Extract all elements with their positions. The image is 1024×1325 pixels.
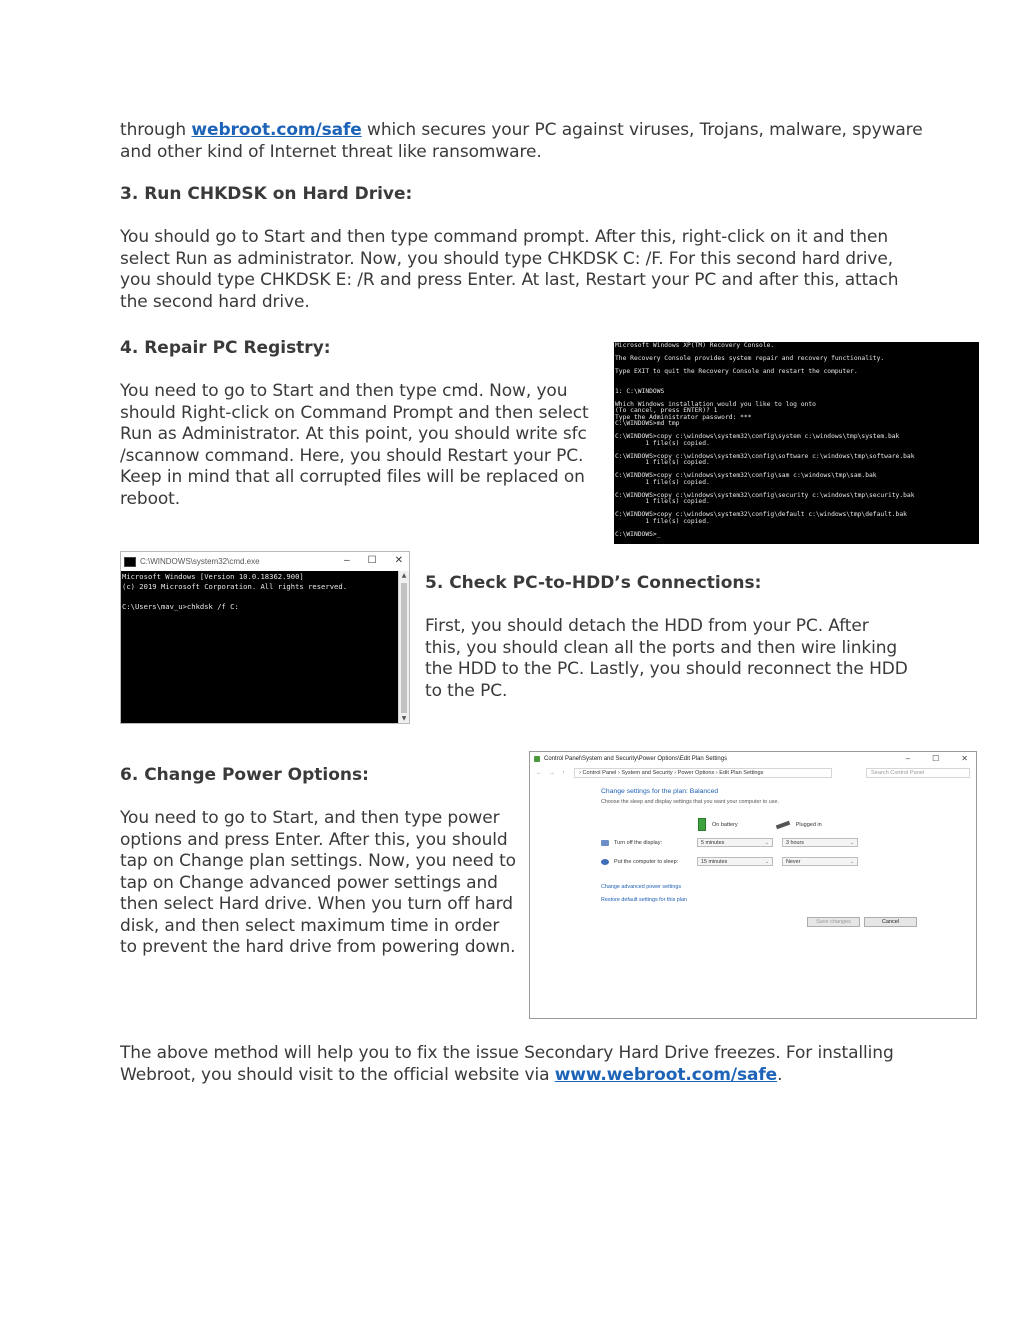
chevron-down-icon: ⌄ [849,858,854,865]
cmd-line: C:\Users\mav_u>chkdsk /f C: [122,602,239,611]
cp-title: Control Panel\System and Security\Power Options\Edit Plan Settings [544,756,728,762]
s6-line: disk, and then select maximum time in order [120,915,500,936]
closing-line-1: The above method will help you to fix the issue Secondary Hard Drive freezes. For installing [120,1043,894,1063]
console-line: Microsoft Windows XP(TM) Recovery Console. [615,342,775,349]
plan-subheading: Choose the sleep and display settings that you want your computer to use. [601,799,779,805]
s3-line: you should type CHKDSK E: /R and press Enter. At last, Restart your PC and after this, attach [120,270,899,290]
close-icon: ✕ [961,754,968,763]
s6-line: options and press Enter. After this, you should [120,829,508,850]
cmd-title: C:\WINDOWS\system32\cmd.exe [140,557,260,566]
section-6-heading: 6. Change Power Options: [120,765,369,785]
sleep-plugged-select: Never ⌄ [782,857,858,866]
s4-line: should Right-click on Command Prompt and then select [120,402,589,423]
s6-line: You need to go to Start, and then type power [120,808,500,828]
console-line: The Recovery Console provides system repair and recovery functionality. [615,355,885,362]
console-line: C:\WINDOWS>copy c:\windows\system32\config\system c:\windows\tmp\system.bak [615,433,900,440]
maximize-icon: ☐ [367,555,377,566]
advanced-settings-link: Change advanced power settings [601,884,682,890]
section-5-paragraph [425,616,908,702]
s6-line: tap on Change advanced power settings and [120,872,498,893]
control-panel-icon [534,756,540,762]
maximize-icon: ☐ [932,754,940,763]
intro-prefix: through [120,120,192,140]
chevron-down-icon: ⌄ [764,839,769,846]
console-line: 1 file(s) copied. [615,478,710,486]
display-icon [601,840,609,846]
closing-suffix: . [777,1064,783,1085]
minimize-icon: – [344,555,350,566]
restore-defaults-link: Restore default settings for this plan [601,897,687,903]
section-6-paragraph [120,808,516,959]
s5-line: to the PC. [425,680,508,701]
section-5-heading: 5. Check PC-to-HDD’s Connections: [425,573,762,593]
section-4-heading: 4. Repair PC Registry: [120,338,331,358]
console-line: Type EXIT to quit the Recovery Console and restart the computer. [615,368,858,375]
chevron-down-icon: ⌄ [764,858,769,865]
s6-line: then select Hard drive. When you turn off hard [120,894,513,914]
save-changes-button: Save changes [807,917,860,927]
closing-prefix: Webroot, you should visit to the official website via [120,1064,555,1085]
www-webroot-safe-link[interactable]: www.webroot.com/safe [554,1064,778,1085]
console-line: C:\WINDOWS>copy c:\windows\system32\config\security c:\windows\tmp\security.bak [615,491,915,499]
s3-line: You should go to Start and then type command prompt. After this, right-click on it and then [120,227,889,247]
console-line: (To cancel, press ENTER)? 1 [615,407,718,414]
s4-line: Run as Administrator. At this point, you should write sfc [120,424,587,444]
cp-content [601,788,966,925]
close-icon: ✕ [394,555,403,566]
recovery-console-screenshot [614,342,979,544]
console-line: 1 file(s) copied. [615,459,710,466]
s4-line: /scannow command. Here, you should Restart your PC. [120,445,584,466]
s4-line: Keep in mind that all corrupted files will be replaced on [120,467,585,487]
cmd-titlebar [121,552,409,571]
sleep-row [601,857,867,866]
section-4-paragraph [120,381,589,510]
control-panel-screenshot [529,751,977,1019]
console-line: 1 file(s) copied. [615,517,710,525]
scroll-down-icon: ▼ [401,715,407,722]
s5-line: the HDD to the PC. Lastly, you should reconnect the HDD [425,659,908,679]
console-line: C:\WINDOWS>md tmp [615,420,680,427]
section-3-heading: 3. Run CHKDSK on Hard Drive: [120,184,413,204]
display-label: Turn off the display: [614,839,662,846]
scrollbar-thumb [401,583,407,713]
s5-line: First, you should detach the HDD from your PC. After [425,616,869,636]
nav-arrows-icon: ← → ↑ [536,769,569,776]
console-line: C:\WINDOWS>copy c:\windows\system32\config\sam c:\windows\tmp\sam.bak [615,472,877,479]
breadcrumb: › Control Panel › System and Security › Power Options › Edit Plan Settings [574,768,832,778]
cmd-app-icon [124,557,136,567]
display-plugged-select: 3 hours ⌄ [782,838,858,847]
s4-line: You need to go to Start and then type cmd. Now, you [120,381,568,401]
console-line: 1 file(s) copied. [615,439,710,447]
s3-line: select Run as administrator. Now, you should type CHKDSK C: /F. For this second hard drive, [120,248,894,269]
webroot-safe-link[interactable]: webroot.com/safe [191,120,362,140]
cmd-scrollbar [398,571,409,723]
cmd-line: (c) 2019 Microsoft Corporation. All rights reserved. [122,582,348,591]
sleep-icon [601,859,609,865]
plug-icon [775,820,790,829]
intro-suffix: which secures your PC against viruses, Trojans, malware, spyware [361,120,923,140]
cp-buttons [807,917,917,927]
col-plugged: Plugged in [776,818,822,831]
cmd-line [122,592,399,602]
cp-address-bar [530,766,976,779]
power-columns [698,818,822,831]
s3-line: the second hard drive. [120,291,310,312]
console-line: 1: C:\WINDOWS [615,387,665,395]
plan-heading: Change settings for the plan: Balanced [601,788,719,795]
s6-line: to prevent the hard drive from powering down. [120,937,516,957]
cmd-window-screenshot [120,551,410,724]
cmd-line: Microsoft Windows [Version 10.0.18362.900] [122,572,304,581]
cancel-button: Cancel [864,917,917,927]
intro-line-2: and other kind of Internet threat like ransomware. [120,141,542,162]
minimize-icon: – [905,754,911,763]
search-box: Search Control Panel [866,768,970,778]
display-battery-select: 5 minutes ⌄ [697,838,773,847]
console-line: C:\WINDOWS>copy c:\windows\system32\config\software c:\windows\tmp\software.bak [615,452,915,460]
cp-titlebar [530,752,976,766]
battery-icon [698,818,706,831]
closing-paragraph [120,1043,894,1086]
s6-line: tap on Change plan settings. Now, you need to [120,851,516,871]
section-3-paragraph [120,227,898,313]
s4-line: reboot. [120,488,181,509]
console-line: C:\WINDOWS>copy c:\windows\system32\config\default c:\windows\tmp\default.bak [615,511,907,518]
console-line: Which Windows installation would you like to log onto [615,400,816,408]
console-line: Type the Administrator password: *** [615,413,752,421]
chevron-down-icon: ⌄ [849,839,854,846]
display-row [601,838,867,847]
console-line: C:\WINDOWS>_ [615,530,661,538]
cmd-output [121,571,399,723]
col-battery: On battery [698,818,738,831]
sleep-battery-select: 15 minutes ⌄ [697,857,773,866]
s5-line: this, you should clean all the ports and then wire linking [425,637,898,658]
intro-paragraph [120,120,923,163]
sleep-label: Put the computer to sleep: [614,858,679,865]
scroll-up-icon: ▲ [401,572,407,579]
console-line: 1 file(s) copied. [615,498,710,505]
